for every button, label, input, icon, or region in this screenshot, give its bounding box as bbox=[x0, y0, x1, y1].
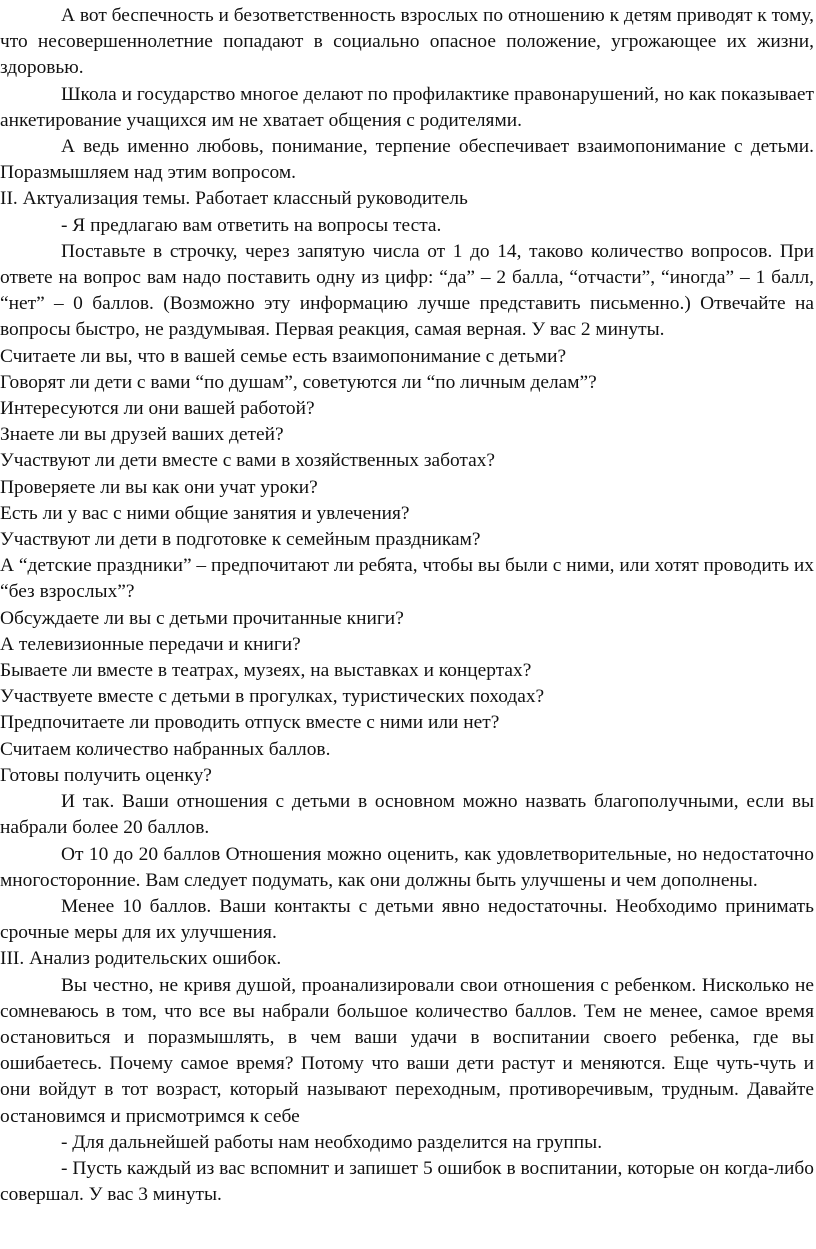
question-6: Проверяете ли вы как они учат уроки? bbox=[0, 476, 318, 498]
paragraph-school: Школа и государство многое делают по профилактике правонарушений, но как показывает анкетирование учащихся им не хватает общения с родителями. bbox=[0, 83, 814, 131]
result-medium: От 10 до 20 баллов Отношения можно оценить, как удовлетворительные, но недостаточно многосторонние. Вам следует подумать, как они должны быть улучшены и чем дополнены. bbox=[0, 843, 814, 891]
paragraph-ready: Готовы получить оценку? bbox=[0, 764, 212, 786]
section-heading-2: II. Актуализация темы. Работает классный руководитель bbox=[0, 188, 468, 210]
question-9: А “детские праздники” – предпочитают ли ребята, чтобы вы были с ними, или хотят проводить их “без взрослых”? bbox=[0, 555, 814, 603]
paragraph-count-points: Считаем количество набранных баллов. bbox=[0, 738, 331, 760]
paragraph-test-instructions: Поставьте в строчку, через запятую числа от 1 до 14, таково количество вопросов. При ответе на вопрос вам надо поставить одну из цифр: “да” – 2 балла, “отчасти”, “иногда” – 1 балл, “нет” – 0 баллов. (Возможно эту информацию лучше представить письменно.) Отвечайте на вопросы быстро, не раздумывая. Первая реакция, самая верная. У вас 2 минуты. bbox=[0, 240, 814, 341]
question-8: Участвуют ли дети в подготовке к семейным праздникам? bbox=[0, 529, 481, 551]
paragraph-intro: А вот беспечность и безответственность взрослых по отношению к детям приводят к тому, что несовершеннолетние попадают в социально опасное положение, угрожающее их жизни, здоровью. bbox=[0, 5, 814, 79]
question-4: Знаете ли вы друзей ваших детей? bbox=[0, 424, 284, 446]
paragraph-mistakes: - Пусть каждый из вас вспомнит и запишет 5 ошибок в воспитании, которые он когда-либо совершал. У вас 3 минуты. bbox=[0, 1157, 814, 1206]
result-high: И так. Ваши отношения с детьми в основном можно назвать благополучными, если вы набрали более 20 баллов. bbox=[0, 791, 814, 839]
question-12: Бываете ли вместе в театрах, музеях, на выставках и концертах? bbox=[0, 660, 532, 682]
paragraph-test-offer: - Я предлагаю вам ответить на вопросы теста. bbox=[61, 214, 442, 236]
question-11: А телевизионные передачи и книги? bbox=[0, 633, 301, 655]
question-7: Есть ли у вас с ними общие занятия и увлечения? bbox=[0, 502, 410, 524]
paragraph-love: А ведь именно любовь, понимание, терпение обеспечивает взаимопонимание с детьми. Поразмышляем над этим вопросом. bbox=[0, 136, 814, 184]
paragraph-analysis: Вы честно, не кривя душой, проанализировали свои отношения с ребенком. Нисколько не сомневаюсь в том, что все вы набрали большое количество баллов. Тем не менее, самое время остановиться и поразмышлять, в чем ваши удачи в воспитании своего ребенка, где вы ошибаетесь. Почему самое время? Потому что ваши дети растут и меняются. Еще чуть-чуть и они войдут в тот возраст, который называют переходным, противоречивым, трудным. Давайте остановимся и присмотримся к себе bbox=[0, 974, 814, 1127]
result-low: Менее 10 баллов. Ваши контакты с детьми явно недостаточны. Необходимо принимать срочные меры для их улучшения. bbox=[0, 895, 814, 944]
question-3: Интересуются ли они вашей работой? bbox=[0, 398, 315, 420]
question-1: Считаете ли вы, что в вашей семье есть взаимопонимание с детьми? bbox=[0, 345, 567, 367]
question-10: Обсуждаете ли вы с детьми прочитанные книги? bbox=[0, 607, 404, 629]
question-2: Говорят ли дети с вами “по душам”, советуются ли “по личным делам”? bbox=[0, 371, 597, 393]
section-heading-3: III. Анализ родительских ошибок. bbox=[0, 948, 282, 970]
paragraph-groups: - Для дальнейшей работы нам необходимо разделится на группы. bbox=[61, 1131, 603, 1153]
question-14: Предпочитаете ли проводить отпуск вместе с ними или нет? bbox=[0, 712, 500, 734]
question-13: Участвуете вместе с детьми в прогулках, туристических походах? bbox=[0, 686, 545, 708]
question-5: Участвуют ли дети вместе с вами в хозяйственных заботах? bbox=[0, 450, 496, 472]
